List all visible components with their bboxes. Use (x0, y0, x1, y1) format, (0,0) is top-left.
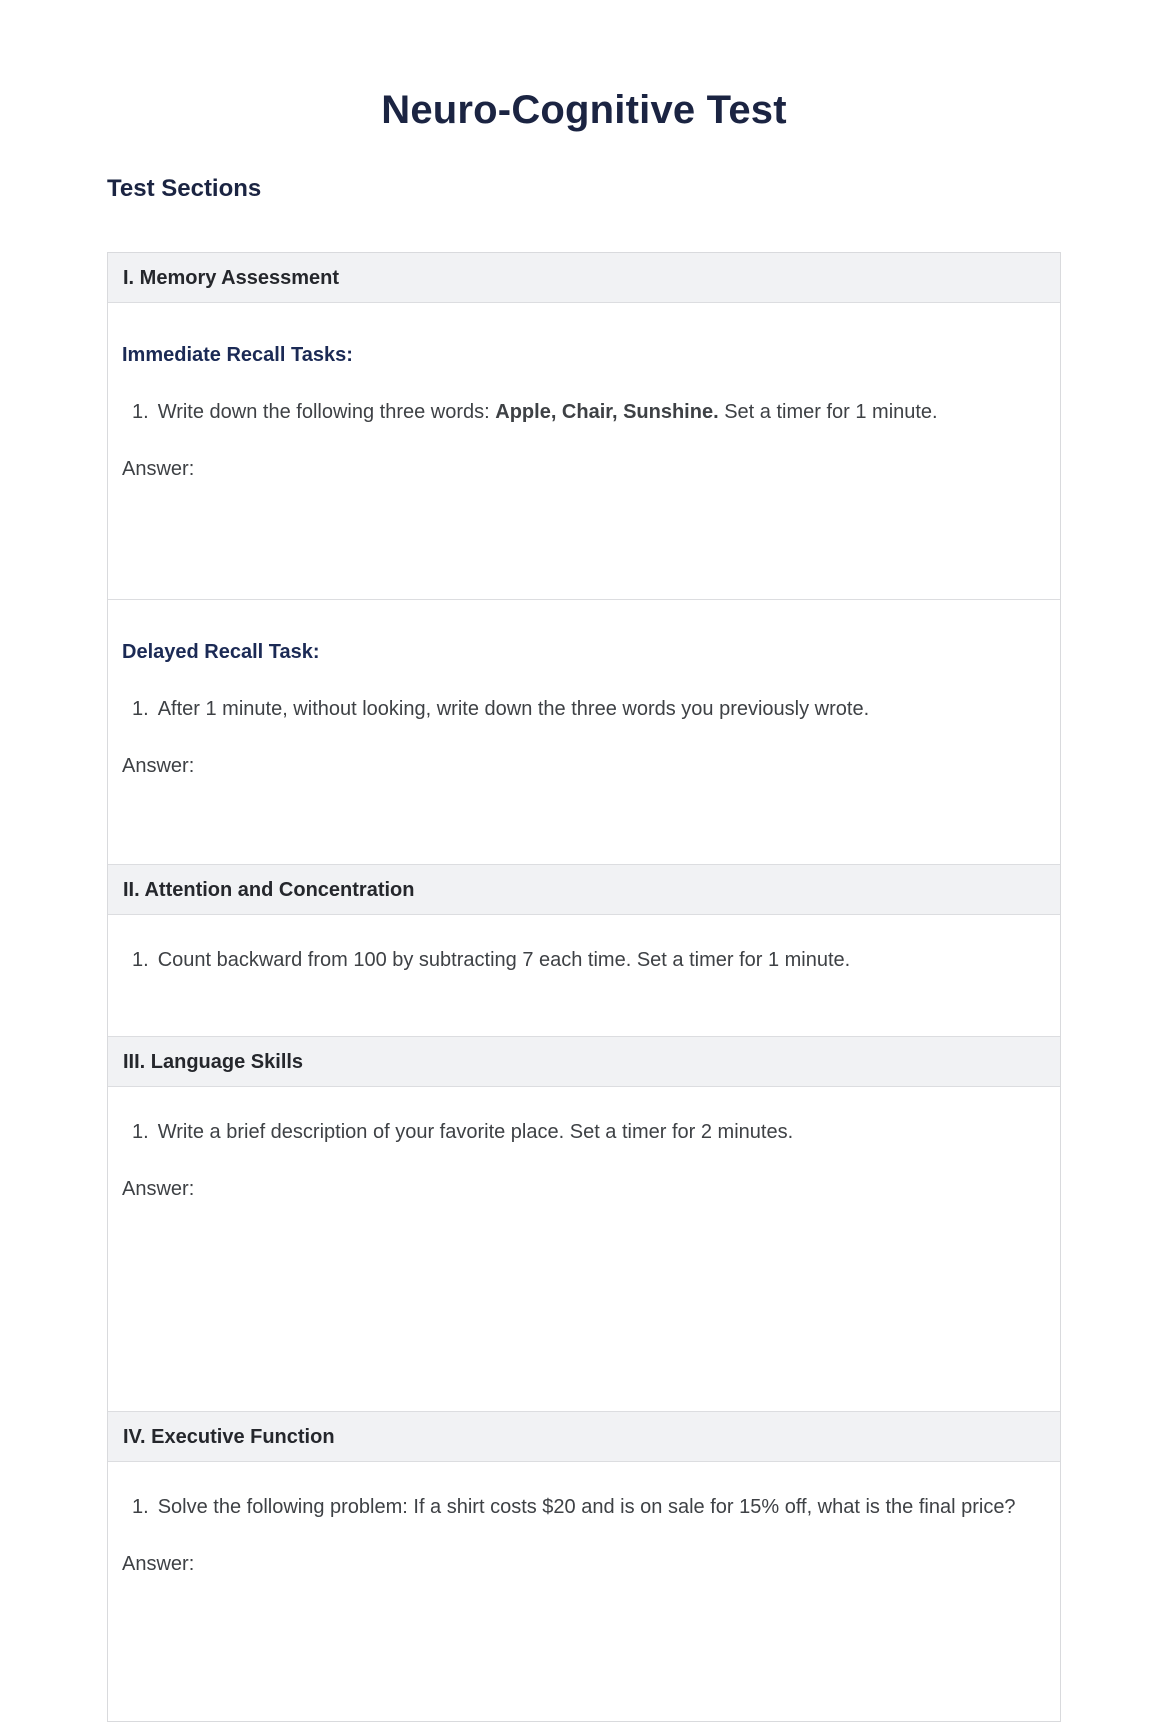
answer-label: Answer: (122, 1553, 195, 1575)
task-item-number: 1. (132, 698, 149, 720)
attention-task-block (108, 943, 1060, 1037)
subheading-immediate-recall: Immediate Recall Tasks: (122, 344, 353, 366)
section-header-label: II. Attention and Concentration (123, 879, 415, 901)
task-item-shirt-problem (122, 1490, 1042, 1525)
task-item-number: 1. (132, 1496, 149, 1518)
task-item-text: After 1 minute, without looking, write down the three words you previously wrote. (157, 698, 870, 720)
sections-heading: Test Sections (107, 175, 262, 202)
section-header-label: III. Language Skills (123, 1051, 304, 1073)
task-item-number: 1. (132, 1121, 149, 1143)
task-item-delayed-recall (122, 692, 1042, 727)
task-text-suffix: Set a timer for 1 minute. (718, 401, 938, 423)
task-item-favorite-place (122, 1115, 1042, 1150)
task-item-text (158, 395, 1042, 430)
answer-label: Answer: (122, 1178, 195, 1200)
immediate-recall-block (108, 343, 1060, 600)
task-item-immediate-recall (122, 395, 1042, 430)
language-task-block (108, 1115, 1060, 1412)
answer-label: Answer: (122, 458, 195, 480)
subheading-delayed-recall: Delayed Recall Task: (122, 641, 320, 663)
task-item-count-backward (122, 943, 1042, 978)
section-header-attention-concentration (108, 865, 1060, 915)
answer-label: Answer: (122, 755, 195, 777)
section-header-memory-assessment (108, 253, 1060, 303)
task-item-number: 1. (132, 401, 149, 423)
task-item-number: 1. (132, 949, 149, 971)
section-header-language-skills (108, 1037, 1060, 1087)
delayed-recall-block (108, 640, 1060, 865)
test-sections-table (107, 252, 1061, 1722)
task-text-bold-words: Apple, Chair, Sunshine. (495, 401, 719, 423)
task-item-text: Solve the following problem: If a shirt costs $20 and is on sale for 15% off, what is the final price? (157, 1496, 1016, 1518)
section-header-executive-function (108, 1412, 1060, 1462)
section-header-label: I. Memory Assessment (123, 267, 340, 289)
task-item-text: Write a brief description of your favorite place. Set a timer for 2 minutes. (157, 1121, 794, 1143)
executive-task-block (108, 1490, 1060, 1721)
task-item-text: Count backward from 100 by subtracting 7 each time. Set a timer for 1 minute. (157, 949, 851, 971)
document-page (0, 86, 1176, 1716)
section-header-label: IV. Executive Function (123, 1426, 335, 1448)
page-title: Neuro-Cognitive Test (381, 88, 787, 132)
task-text-prefix: Write down the following three words: (157, 401, 496, 423)
